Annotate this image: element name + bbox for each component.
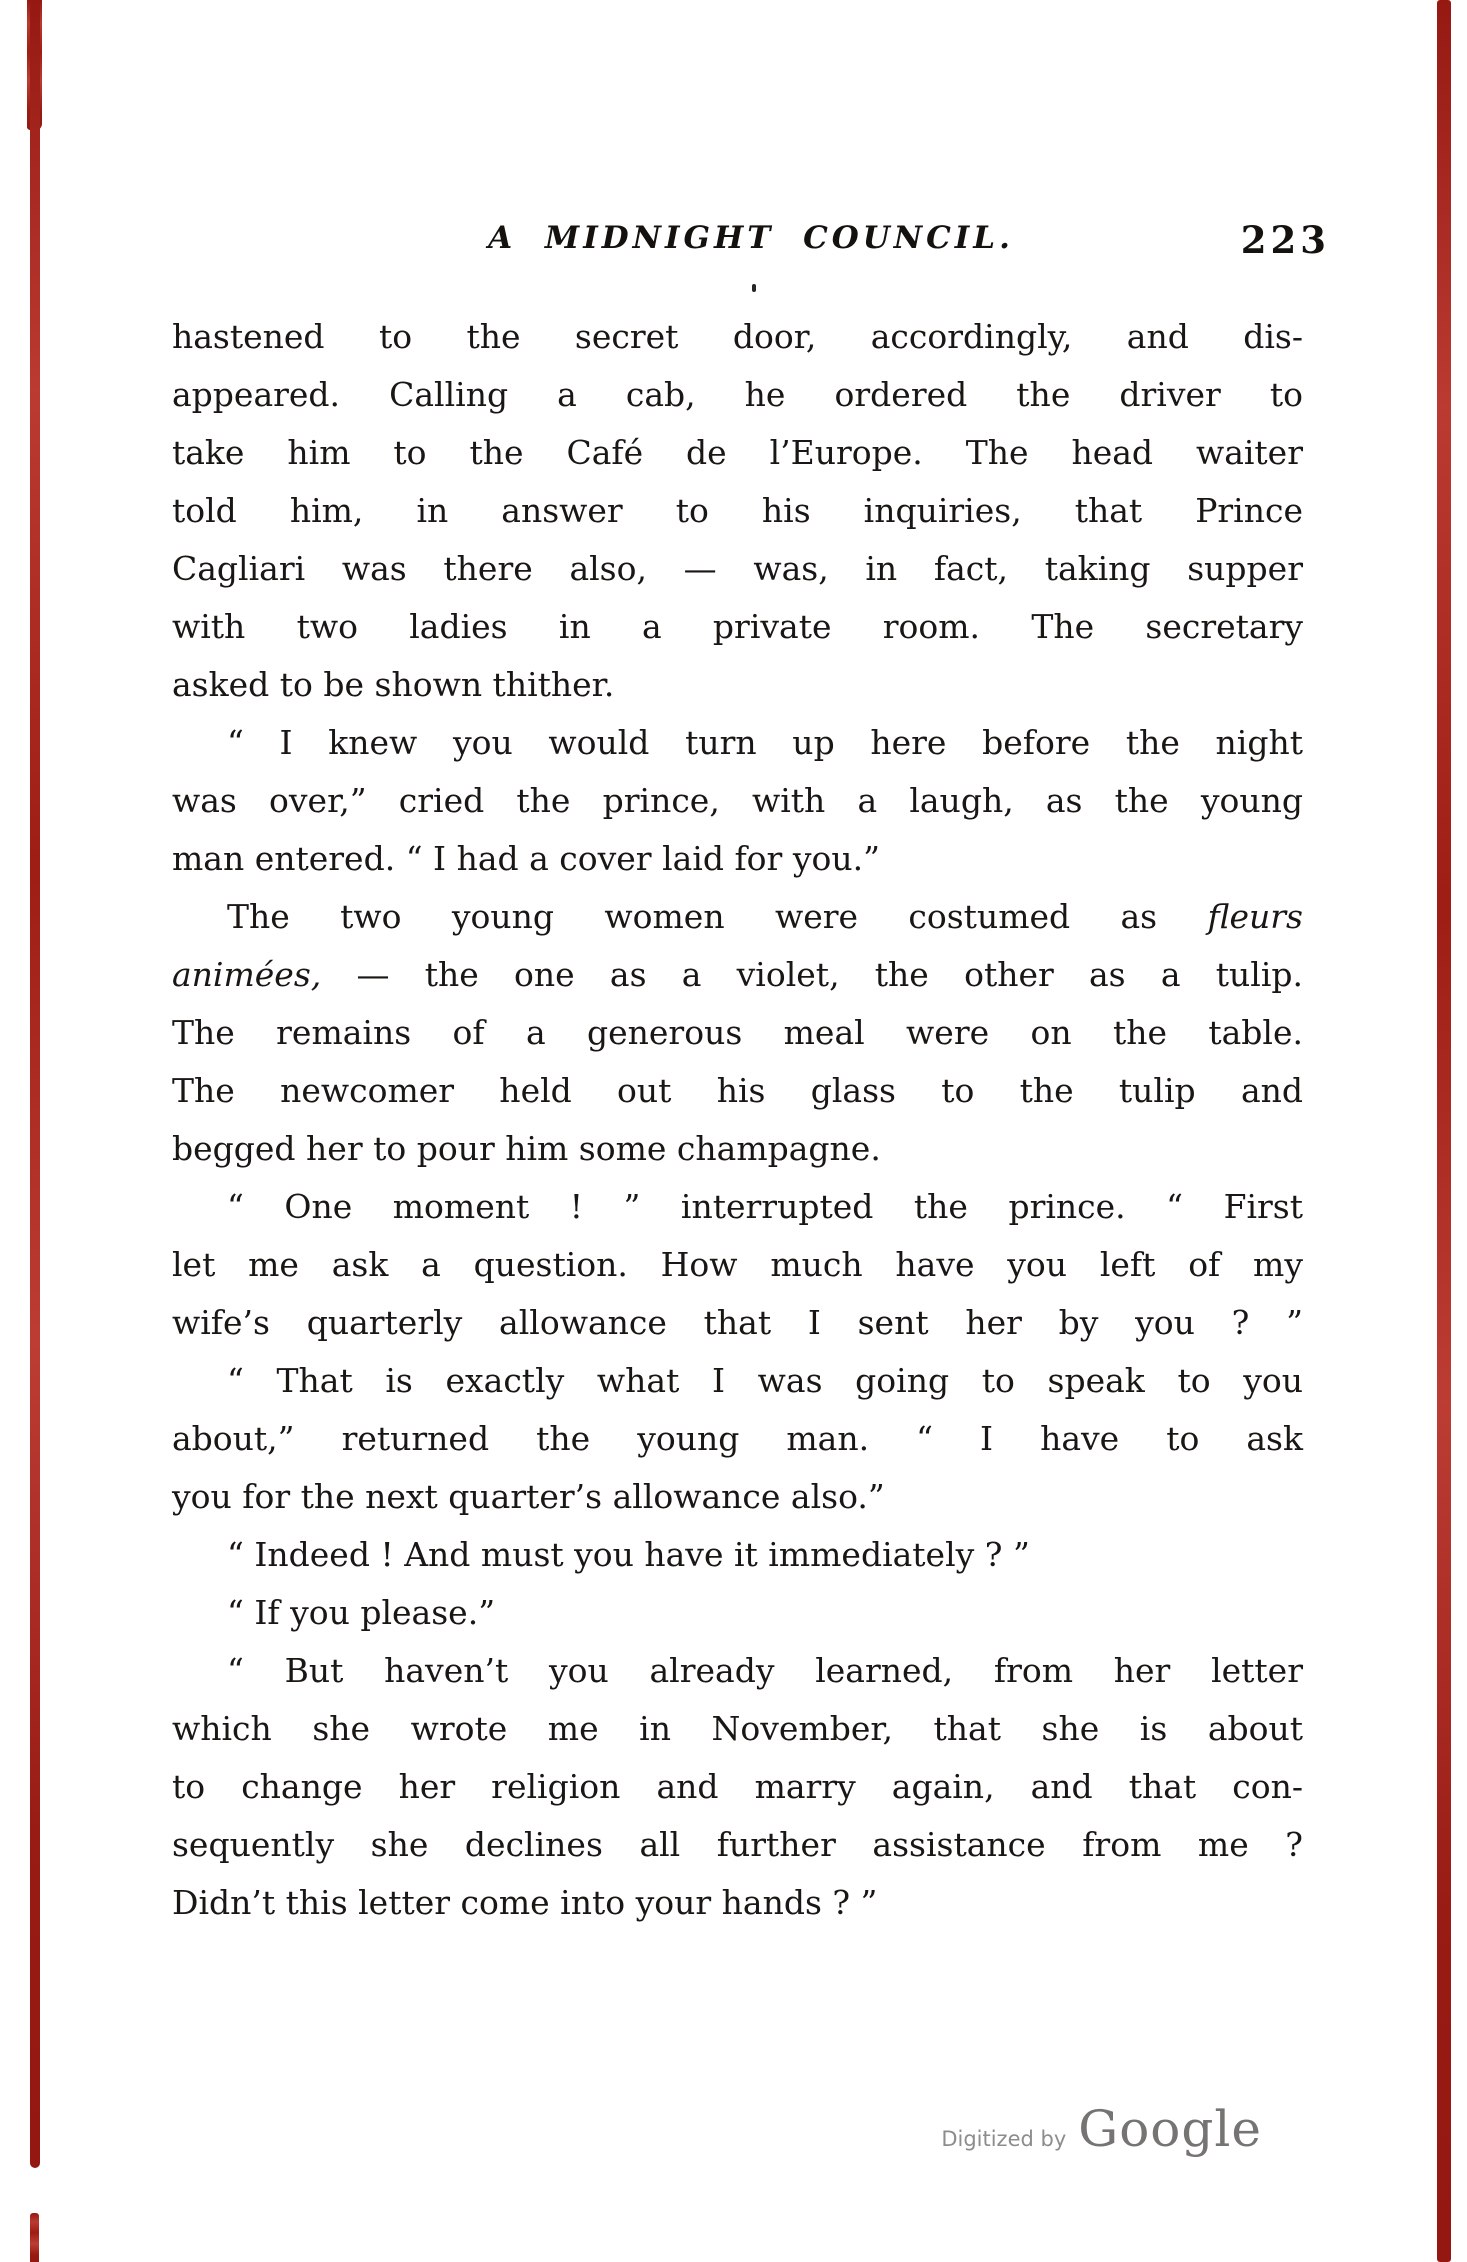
text-line xyxy=(172,308,1303,366)
text-run: take him to the Café de l’Europe. The head waiter xyxy=(172,433,1303,472)
italic-text-run: animées, xyxy=(172,955,322,994)
text-line xyxy=(172,1120,1303,1178)
text-line xyxy=(172,1236,1303,1294)
text-run: “ That is exactly what I was going to speak to you xyxy=(227,1361,1303,1400)
text-run: “ But haven’t you already learned, from her letter xyxy=(227,1651,1303,1690)
text-run: “ If you please.” xyxy=(227,1593,496,1632)
text-line xyxy=(172,598,1303,656)
text-run: about,” returned the young man. “ I have to ask xyxy=(172,1419,1303,1458)
text-line xyxy=(172,1352,1303,1410)
text-line xyxy=(172,1468,1303,1526)
text-line xyxy=(172,1178,1303,1236)
text-run: man entered. “ I had a cover laid for you.” xyxy=(172,839,880,878)
text-run: Didn’t this letter come into your hands ? ” xyxy=(172,1883,878,1922)
text-line xyxy=(172,1004,1303,1062)
text-line xyxy=(172,830,1303,888)
running-title: A MIDNIGHT COUNCIL. xyxy=(488,220,1014,256)
digitization-stamp xyxy=(941,2100,1262,2158)
text-line xyxy=(172,1700,1303,1758)
text-run: wife’s quarterly allowance that I sent her by you ? ” xyxy=(172,1303,1303,1342)
scan-edge-artifact-left-bottom xyxy=(30,2213,39,2262)
body-text xyxy=(172,308,1303,1932)
text-line xyxy=(172,540,1303,598)
text-run: to change her religion and marry again, and that con- xyxy=(172,1767,1303,1806)
text-run: appeared. Calling a cab, he ordered the driver to xyxy=(172,375,1303,414)
text-line xyxy=(172,482,1303,540)
text-run: with two ladies in a private room. The secretary xyxy=(172,607,1303,646)
ink-speck xyxy=(752,284,756,292)
scan-edge-artifact-right xyxy=(1437,0,1451,2262)
text-line xyxy=(172,1584,1303,1642)
text-run: The remains of a generous meal were on the table. xyxy=(172,1013,1303,1052)
text-run: Cagliari was there also, — was, in fact, taking supper xyxy=(172,549,1303,588)
text-line xyxy=(172,1816,1303,1874)
text-run: was over,” cried the prince, with a laugh, as the young xyxy=(172,781,1303,820)
text-run: “ One moment ! ” interrupted the prince. “ First xyxy=(227,1187,1303,1226)
page-header xyxy=(172,220,1330,266)
text-line xyxy=(172,714,1303,772)
digitized-by-label: Digitized by xyxy=(941,2127,1067,2151)
text-run: sequently she declines all further assistance from me ? xyxy=(172,1825,1303,1864)
text-run: — the one as a violet, the other as a tulip. xyxy=(321,955,1303,994)
text-run: asked to be shown thither. xyxy=(172,665,615,704)
italic-text-run: fleurs xyxy=(1207,897,1303,936)
text-line xyxy=(172,772,1303,830)
scan-edge-artifact-left xyxy=(30,0,40,2168)
text-run: begged her to pour him some champagne. xyxy=(172,1129,881,1168)
text-run: let me ask a question. How much have you left of my xyxy=(172,1245,1303,1284)
text-run: hastened to the secret door, accordingly, and dis- xyxy=(172,317,1303,356)
text-line xyxy=(172,1874,1303,1932)
text-line xyxy=(172,1642,1303,1700)
text-line xyxy=(172,1062,1303,1120)
text-run: The two young women were costumed as xyxy=(227,897,1208,936)
text-line xyxy=(172,946,1303,1004)
text-line xyxy=(172,366,1303,424)
text-line xyxy=(172,1410,1303,1468)
text-line xyxy=(172,888,1303,946)
text-run: “ Indeed ! And must you have it immediately ? ” xyxy=(227,1535,1030,1574)
text-run: told him, in answer to his inquiries, that Prince xyxy=(172,491,1303,530)
text-run: you for the next quarter’s allowance also.” xyxy=(172,1477,885,1516)
page-number: 223 xyxy=(1240,218,1330,262)
text-line xyxy=(172,424,1303,482)
google-logo: Google xyxy=(1078,2100,1262,2158)
text-line xyxy=(172,1758,1303,1816)
text-line xyxy=(172,1526,1303,1584)
text-run: The newcomer held out his glass to the tulip and xyxy=(172,1071,1303,1110)
text-run: which she wrote me in November, that she is about xyxy=(172,1709,1303,1748)
text-run: “ I knew you would turn up here before the night xyxy=(227,723,1303,762)
text-line xyxy=(172,656,1303,714)
text-line xyxy=(172,1294,1303,1352)
